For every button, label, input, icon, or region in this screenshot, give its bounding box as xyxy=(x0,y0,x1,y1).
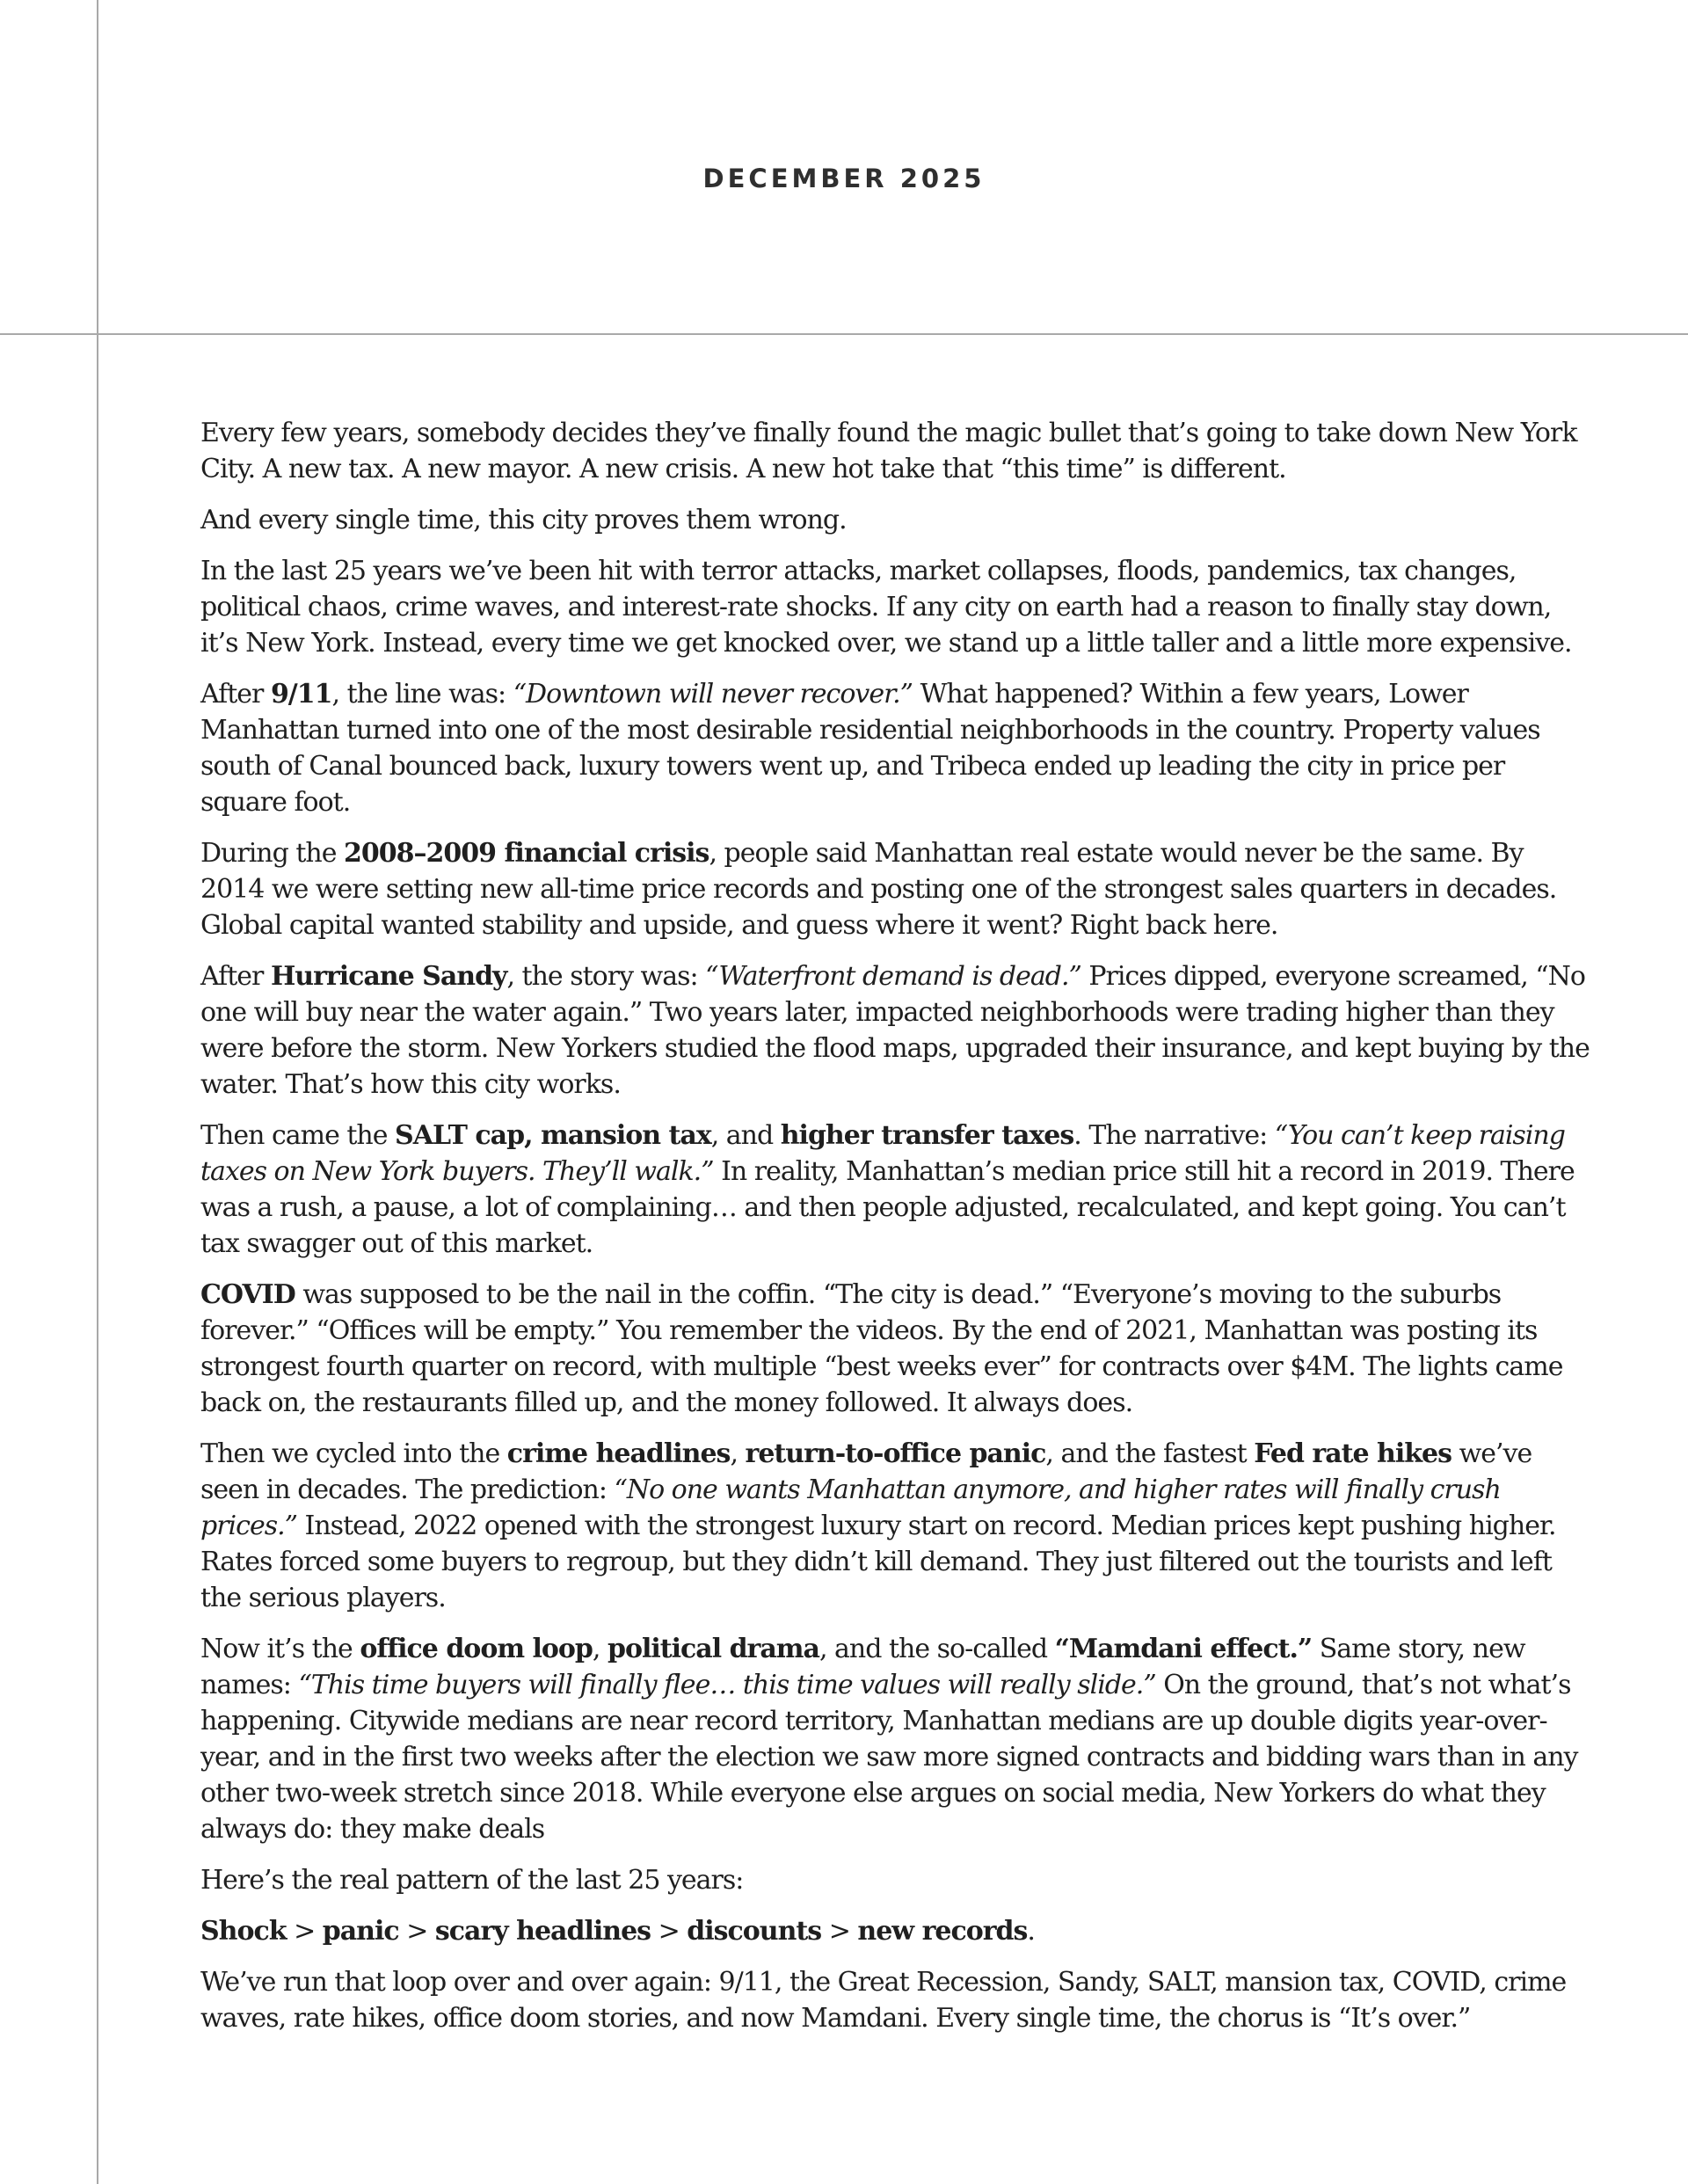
text-run: we’ve seen in decades. The prediction: xyxy=(200,1438,1532,1505)
article-paragraph xyxy=(200,553,1590,661)
text-run: . The narrative: xyxy=(1073,1120,1275,1151)
text-run: Same story, new names: xyxy=(200,1634,1525,1700)
emphasis-bold: discounts xyxy=(687,1916,822,1947)
article-paragraph xyxy=(200,1964,1590,2036)
quote-italic: “Downtown will never recover.” xyxy=(513,679,913,710)
text-run: Here’s the real pattern of the last 25 years: xyxy=(200,1865,744,1896)
emphasis-bold: higher transfer taxes xyxy=(780,1120,1074,1151)
text-run: , xyxy=(592,1634,608,1664)
emphasis-bold: scary headlines xyxy=(434,1916,651,1947)
emphasis-bold: “Mamdani effect.” xyxy=(1054,1634,1313,1664)
quote-italic: “You can’t keep raising taxes on New York buyers. They’ll walk.” xyxy=(200,1120,1565,1187)
emphasis-bold: Fed rate hikes xyxy=(1254,1438,1452,1469)
emphasis-bold: 9/11 xyxy=(270,679,332,710)
text-run: During the xyxy=(200,838,345,869)
text-run: In reality, Manhattan’s median price still hit a record in 2019. There was a rush, a pause, a lot of complaining… and then people adjusted, recalculated, and kept going. You can’t tax swagger out of this market. xyxy=(200,1156,1575,1259)
text-run: Then came the xyxy=(200,1120,396,1151)
text-run: , and the so-called xyxy=(819,1634,1055,1664)
text-run: After xyxy=(200,679,271,710)
article-paragraph xyxy=(200,958,1590,1103)
text-run: was supposed to be the nail in the coffin. “The city is dead.” “Everyone’s moving to the suburbs forever.” “Offices will be empty.” You remember the videos. By the end of 2021, Manhattan was posting its strongest fourth quarter on record, with multiple “best weeks ever” for contracts over $4M. The lights came back on, the restaurants filled up, and the money followed. It always does. xyxy=(200,1279,1563,1418)
text-run: Then we cycled into the xyxy=(200,1438,507,1469)
left-margin-rule xyxy=(97,0,98,2184)
emphasis-bold: crime headlines xyxy=(506,1438,731,1469)
emphasis-bold: new records xyxy=(857,1916,1028,1947)
emphasis-bold: Shock xyxy=(200,1916,287,1947)
header-divider-rule xyxy=(0,333,1688,335)
article-paragraph xyxy=(200,1631,1590,1847)
issue-date: DECEMBER 2025 xyxy=(702,164,986,193)
text-run: , the line was: xyxy=(331,679,513,710)
article-paragraph xyxy=(200,502,1590,538)
text-run: And every single time, this city proves them wrong. xyxy=(200,505,847,535)
emphasis-bold: political drama xyxy=(607,1634,819,1664)
text-run: What happened? Within a few years, Lower Manhattan turned into one of the most desirable residential neighborhoods in the country. Property values south of Canal bounced back, luxury towers went up, and Tribeca ended up leading the city in price per square foot. xyxy=(200,679,1540,818)
text-run: > xyxy=(821,1916,858,1947)
emphasis-bold: return-to-office panic xyxy=(745,1438,1046,1469)
emphasis-bold: COVID xyxy=(200,1279,295,1310)
text-run: In the last 25 years we’ve been hit with terror attacks, market collapses, floods, pandemics, tax changes, political chaos, crime waves, and interest-rate shocks. If any city on earth had a reason to finally stay down, it’s New York. Instead, every time we get knocked over, we stand up a little taller and a little more expensive. xyxy=(200,556,1572,659)
text-run: > xyxy=(651,1916,688,1947)
article-paragraph xyxy=(200,1913,1590,1949)
quote-italic: “No one wants Manhattan anymore, and higher rates will finally crush prices.” xyxy=(200,1474,1501,1541)
article-paragraph xyxy=(200,1862,1590,1898)
emphasis-bold: panic xyxy=(322,1916,399,1947)
quote-italic: “Waterfront demand is dead.” xyxy=(705,961,1081,992)
text-run: . xyxy=(1027,1916,1035,1947)
text-run: Prices dipped, everyone screamed, “No one will buy near the water again.” Two years later, impacted neighborhoods were trading higher than they were before the storm. New Yorkers studied the flood maps, upgraded their insurance, and kept buying by the water. That’s how this city works. xyxy=(200,961,1590,1100)
emphasis-bold: Hurricane Sandy xyxy=(270,961,507,992)
text-run: , xyxy=(730,1438,746,1469)
quote-italic: “This time buyers will finally flee… this time values will really slide.” xyxy=(298,1670,1156,1700)
article-body xyxy=(200,415,1590,2051)
text-run: After xyxy=(200,961,271,992)
text-run: Instead, 2022 opened with the strongest luxury start on record. Median prices kept pushing higher. Rates forced some buyers to regroup, but they didn’t kill demand. They just filtered out the tourists and left the serious players. xyxy=(200,1511,1556,1613)
emphasis-bold: office doom loop xyxy=(360,1634,593,1664)
text-run: , and xyxy=(710,1120,781,1151)
text-run: > xyxy=(286,1916,323,1947)
article-paragraph xyxy=(200,835,1590,943)
text-run: , the story was: xyxy=(506,961,706,992)
text-run: > xyxy=(398,1916,435,1947)
text-run: On the ground, that’s not what’s happening. Citywide medians are near record territory, Manhattan medians are up double digits year-over-year, and in the first two weeks after the election we saw more signed contracts and bidding wars than in any other two-week stretch since 2018. While everyone else argues on social media, New Yorkers do what they always do: they make deals xyxy=(200,1670,1578,1845)
emphasis-bold: 2008–2009 financial crisis xyxy=(344,838,709,869)
article-paragraph xyxy=(200,1277,1590,1421)
text-run: , and the fastest xyxy=(1045,1438,1255,1469)
text-run: We’ve run that loop over and over again: 9/11, the Great Recession, Sandy, SALT, mansion tax, COVID, crime waves, rate hikes, office doom stories, and now Mamdani. Every single time, the chorus is “It’s over.” xyxy=(200,1967,1567,2034)
emphasis-bold: SALT cap, mansion tax xyxy=(395,1120,711,1151)
article-paragraph xyxy=(200,676,1590,820)
text-run: , people said Manhattan real estate would never be the same. By 2014 we were setting new all-time price records and posting one of the strongest sales quarters in decades. Global capital wanted stability and upside, and guess where it went? Right back here. xyxy=(200,838,1557,941)
text-run: Every few years, somebody decides they’ve finally found the magic bullet that’s going to take down New York City. A new tax. A new mayor. A new crisis. A new hot take that “this time” is different. xyxy=(200,418,1577,484)
article-paragraph xyxy=(200,1436,1590,1616)
text-run: Now it’s the xyxy=(200,1634,360,1664)
article-paragraph xyxy=(200,1117,1590,1262)
article-paragraph xyxy=(200,415,1590,487)
